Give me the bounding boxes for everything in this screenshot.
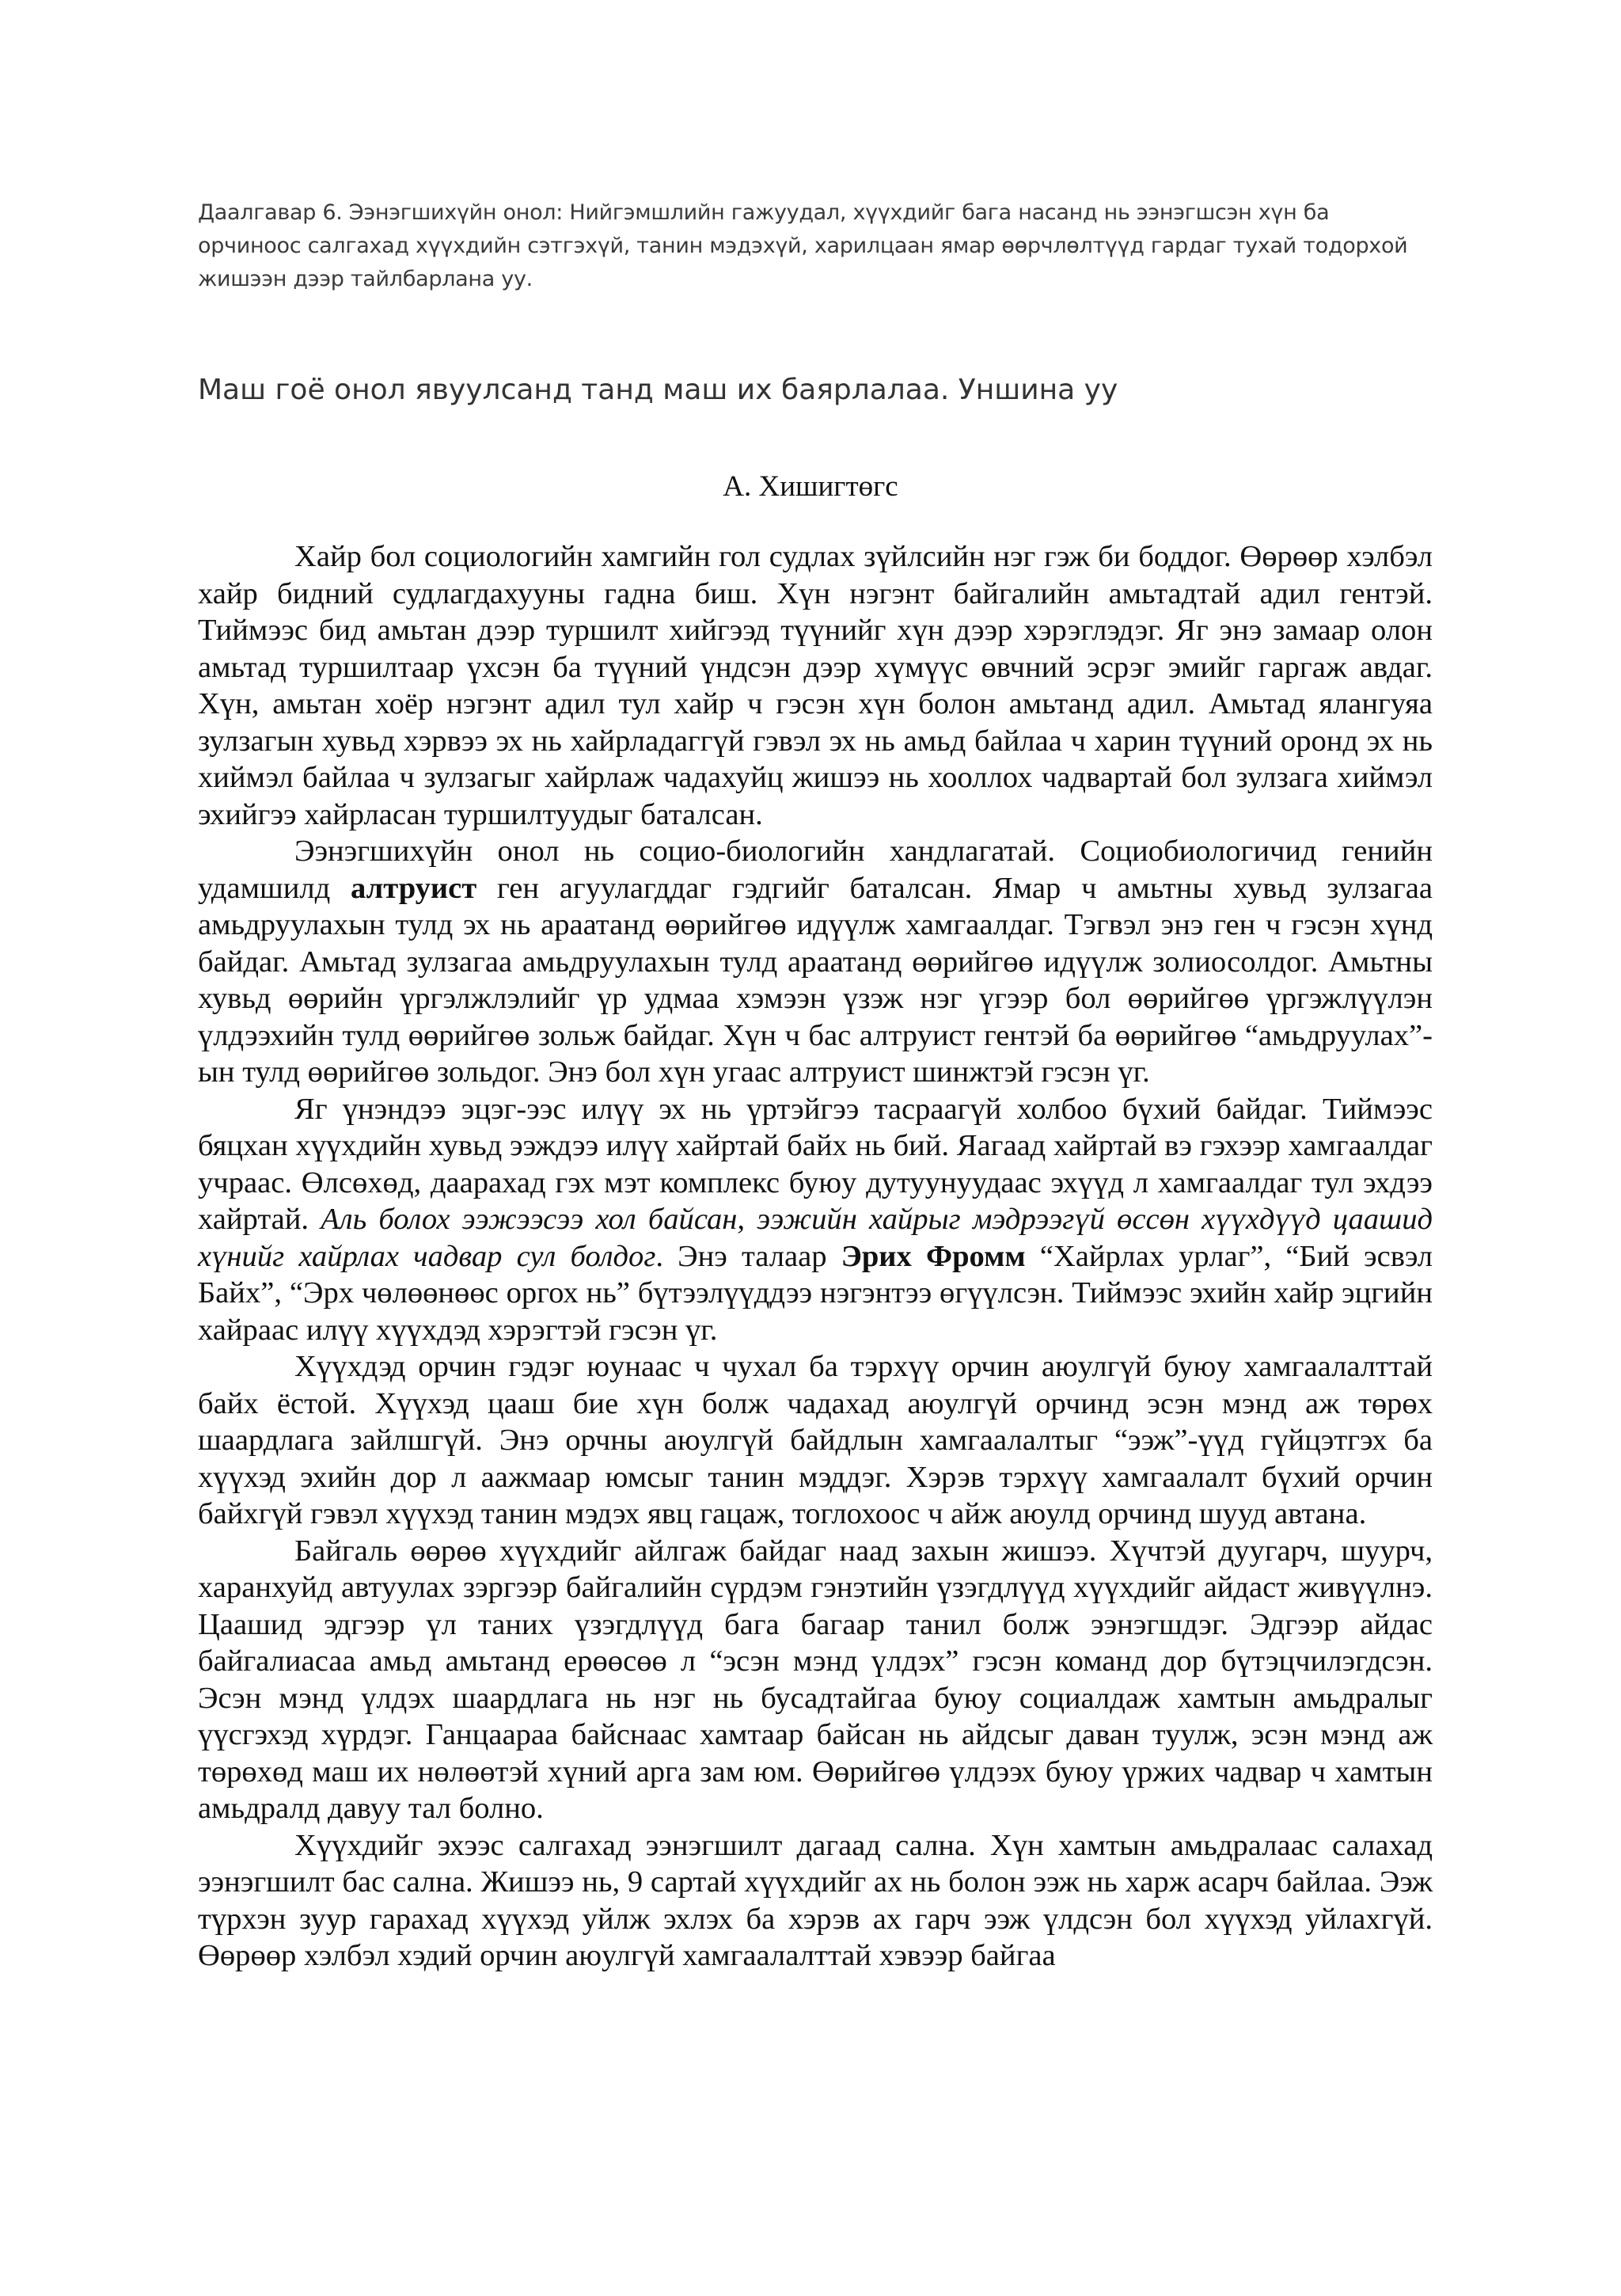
paragraph-5 (198, 1533, 1433, 1827)
essay-body (198, 538, 1433, 1975)
paragraph-text: ген агуулагддаг гэдгийг баталсан. Ямар ч амьтны хувьд зулзагаа амьдруулахын тулд эх нь араатанд өөрийгөө идүүлж хамгаалдаг. Тэгвэл энэ ген ч гэсэн хүнд байдаг. Амьтад зулзагаа амьдруулахын тулд араатанд өөрийгөө идүүлж золиосолдог. Амьтны хувьд өөрийн үргэлжлэлийг үр удмаа хэмээн үзэж нэг үгээр бол өөрийгөө үргэжлүүлэн үлдээхийн тулд өөрийгөө зольж байдаг. Хүн ч бас алтруист гентэй ба өөрийгөө “амьдруулах”-ын тулд өөрийгөө зольдог. Энэ бол хүн угаас алтруист шинжтэй гэсэн үг. (198, 871, 1433, 1089)
paragraph-1 (198, 538, 1433, 833)
italic-quote: Аль болох ээжээсээ хол байсан, ээжийн хайрыг мэдрээгүй өссөн хүүхдүүд цаашид хүнийг хайрлах чадвар сул болдог (198, 1203, 1433, 1273)
paragraph-2 (198, 833, 1433, 1091)
bold-name-fromm: Эрих Фромм (841, 1239, 1026, 1273)
paragraph-text: . Энэ талаар (655, 1239, 841, 1273)
paragraph-text: Хүүхдэд орчин гэдэг юунаас ч чухал ба тэрхүү орчин аюулгүй буюу хамгаалалттай байх ёстой. Хүүхэд цааш бие хүн болж чадахад аюулгүй орчинд эсэн мэнд аж төрөх шаардлага зайлшгүй. Энэ орчны аюулгүй байдлын хамгаалалтыг “ээж”-үүд гүйцэтгэх ба хүүхэд эхийн дор л аажмаар юмсыг танин мэддэг. Хэрэв тэрхүү хамгаалалт бүхий орчин байхгүй гэвэл хүүхэд танин мэдэх явц гацаж, тоглохоос ч айж аюулд орчинд шууд автана. (198, 1350, 1433, 1530)
paragraph-text: “Хайрлах урлаг”, “Бий эсвэл Байх”, “Эрх чөлөөнөөс оргох нь” бүтээлүүддээ нэгэнтээ өгүүлсэн. Тиймээс эхийн хайр эцгийн хайраас илүү хүүхдэд хэрэгтэй гэсэн үг. (198, 1239, 1433, 1347)
paragraph-text: Яг үнэндээ эцэг-ээс илүү эх нь үртэйгээ тасраагүй холбоо бүхий байдаг. Тиймээс бяцхан хүүхдийн хувьд ээждээ илүү хайртай байх нь бий. Яагаад хайртай вэ гэхээр хамгаалдаг учраас. Өлсөхөд, даарахад гэх мэт комплекс буюу дутуунуудаас эхүүд л хамгаалдаг тул эхдээ хайртай. (198, 1092, 1433, 1236)
assignment-text: Даалгавар 6. Ээнэгшихүйн онол: Нийгэмшлийн гажуудал, хүүхдийг бага насанд нь ээнэгшсэн хүн ба орчиноос салгахад хүүхдийн сэтгэхүй, танин мэдэхүй, харилцаан ямар өөрчлөлтүүд гардаг тухай тодорхой жишээн дээр тайлбарлана уу. (198, 200, 1408, 291)
paragraph-3 (198, 1091, 1433, 1349)
paragraph-text: Хүүхдийг эхээс салгахад ээнэгшилт дагаад сална. Хүн хамтын амьдралаас салахад ээнэгшилт бас сална. Жишээ нь, 9 сартай хүүхдийг ах нь болон ээж нь харж асарч байлаа. Ээж түрхэн зуур гарахад хүүхэд уйлж эхлэх ба хэрэв ах гарч ээж үлдсэн бол хүүхэд уйлахгүй. Өөрөөр хэлбэл хэдий орчин аюулгүй хамгаалалттай хэвээр байгаа (198, 1828, 1433, 1972)
thanks-note: Маш гоё онол явуулсанд танд маш их баярлалаа. Уншина уу (198, 374, 1118, 406)
bold-term-altruist: алтруист (351, 871, 477, 905)
paragraph-text: Байгаль өөрөө хүүхдийг айлгаж байдаг наад захын жишээ. Хүчтэй дуугарч, шуурч, харанхуйд автуулах зэргээр байгалийн сүрдэм гэнэтийн үзэгдлүүд хүүхдийг айдаст живүүлнэ. Цаашид эдгээр үл таних үзэгдлүүд бага багаар танил болж ээнэгшдэг. Эдгээр айдас байгалиасаа амьд амьтанд ерөөсөө л “эсэн мэнд үлдэх” гэсэн команд дор бүтэцчилэгдсэн. Эсэн мэнд үлдэх шаардлага нь нэг нь бусадтайгаа буюу социалдаж хамтын амьдралыг үүсгэхэд хүрдэг. Ганцаараа байснаас хамтаар байсан нь айдсыг даван туулж, эсэн мэнд аж төрөхөд маш их нөлөөтэй хүний арга зам юм. Өөрийгөө үлдээх буюу үржих чадвар ч хамтын амьдралд давуу тал болно. (198, 1534, 1433, 1825)
paragraph-text: Хайр бол социологийн хамгийн гол судлах зүйлсийн нэг гэж би боддог. Өөрөөр хэлбэл хайр бидний судлагдахууны гадна биш. Хүн нэгэнт байгалийн амьтадтай адил гентэй. Тиймээс бид амьтан дээр туршилт хийгээд түүнийг хүн дээр хэрэглэдэг. Яг энэ замаар олон амьтад туршилтаар үхсэн ба түүний үндсэн дээр хүмүүс өвчний эсрэг эмийг гаргаж авдаг. Хүн, амьтан хоёр нэгэнт адил тул хайр ч гэсэн хүн болон амьтанд адил. Амьтад ялангуяа зулзагын хувьд хэрвээ эх нь хайрладаггүй гэвэл эх нь амьд байлаа ч харин түүний оронд эх нь хиймэл байлаа ч зулзагыг хайрлаж чадахуйц жишээ нь хооллох чадвартай бол зулзага хиймэл эхийгээ хайрласан туршилтуудыг баталсан. (198, 540, 1433, 831)
paragraph-text: Ээнэгшихүйн онол нь социо-биологийн хандлагатай. Социобиологичид генийн удамшилд (198, 834, 1433, 905)
author-name: А. Хишигтөгс (723, 470, 898, 503)
paragraph-4 (198, 1348, 1433, 1533)
paragraph-6 (198, 1827, 1433, 1975)
